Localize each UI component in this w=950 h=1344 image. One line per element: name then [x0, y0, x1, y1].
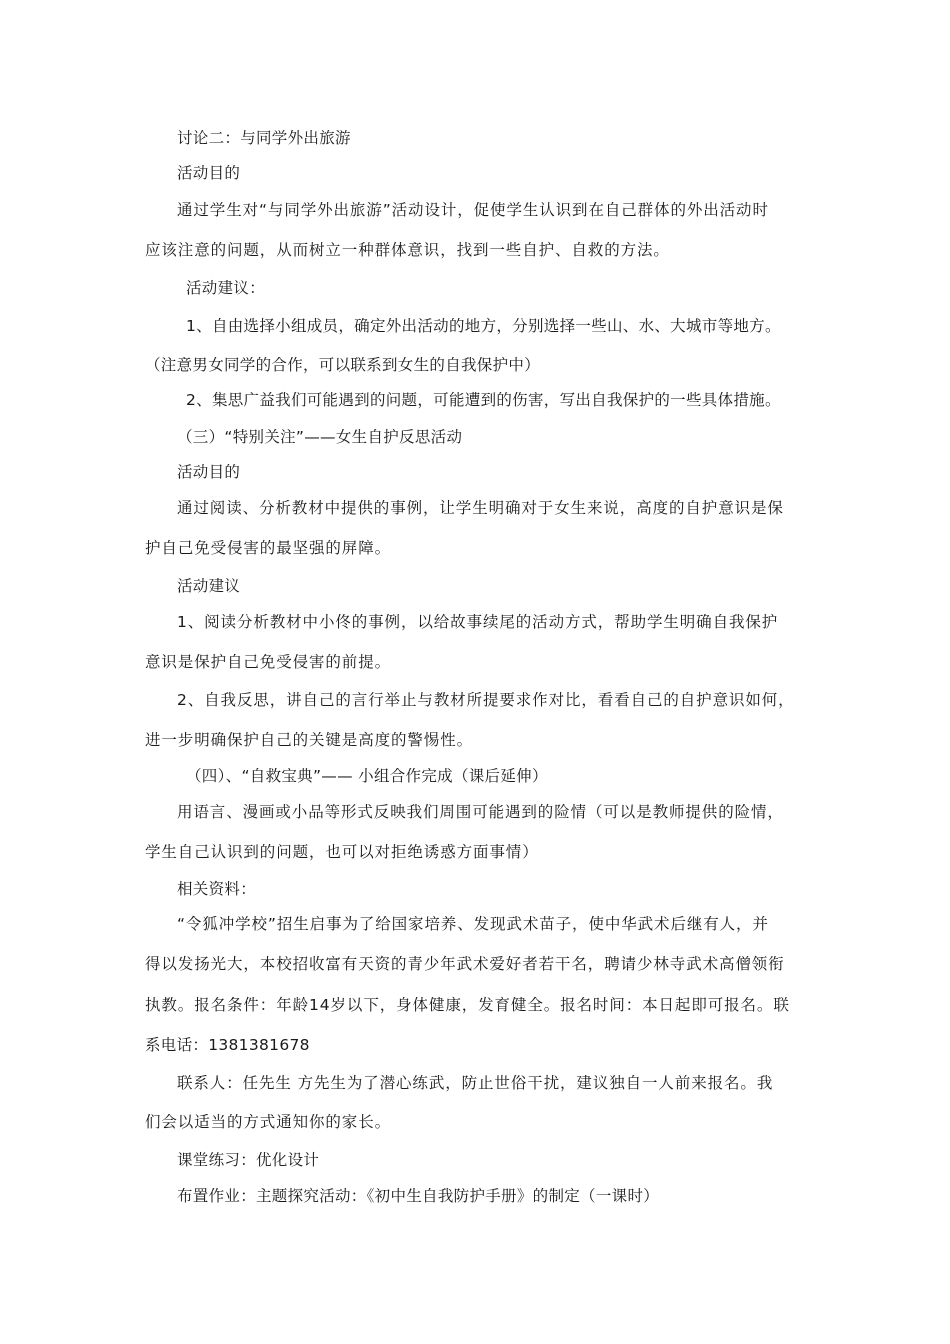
- classroom-practice-line: 课堂练习：优化设计: [177, 1151, 320, 1169]
- list-item: 2、集思广益我们可能遇到的问题，可能遭到的伤害，写出自我保护的一些具体措施。: [186, 391, 781, 409]
- paragraph-line: 联系人：任先生 方先生为了潜心练武，防止世俗干扰，建议独自一人前来报名。我: [177, 1074, 774, 1092]
- paragraph-line: 通过学生对“与同学外出旅游”活动设计，促使学生认识到在自己群体的外出活动时: [177, 201, 769, 219]
- paragraph-line: （注意男女同学的合作，可以联系到女生的自我保护中）: [145, 356, 541, 374]
- paragraph-line: 应该注意的问题，从而树立一种群体意识，找到一些自护、自救的方法。: [145, 241, 670, 259]
- paragraph-line: 执教。报名条件：年龄14岁以下，身体健康，发育健全。报名时间：本日起即可报名。联: [145, 996, 790, 1014]
- paragraph-line: 护自己免受侵害的最坚强的屏障。: [145, 539, 392, 557]
- contact-phone-line: 系电话：1381381678: [145, 1036, 310, 1054]
- list-item: 1、阅读分析教材中小佟的事例，以给故事续尾的活动方式，帮助学生明确自我保护: [177, 613, 779, 631]
- activity-suggestion-label: 活动建议：: [186, 279, 266, 297]
- section-four-heading: （四）、“自救宝典”—— 小组合作完成（课后延伸）: [186, 767, 548, 785]
- paragraph-line: 意识是保护自己免受侵害的前提。: [145, 653, 392, 671]
- list-item: 1、自由选择小组成员，确定外出活动的地方，分别选择一些山、水、大城市等地方。: [186, 317, 781, 335]
- paragraph-line: 进一步明确保护自己的关键是高度的警惕性。: [145, 731, 474, 749]
- list-item: 2、自我反思，讲自己的言行举止与教材所提要求作对比，看看自己的自护意识如何，: [177, 691, 795, 709]
- paragraph-line: 通过阅读、分析教材中提供的事例，让学生明确对于女生来说，高度的自护意识是保: [177, 499, 784, 517]
- section-three-heading: （三）“特别关注”——女生自护反思活动: [177, 428, 463, 446]
- paragraph-line: 用语言、漫画或小品等形式反映我们周围可能遇到的险情（可以是教师提供的险情，: [177, 803, 784, 821]
- paragraph-line: 学生自己认识到的问题，也可以对拒绝诱惑方面事情）: [145, 843, 539, 861]
- activity-purpose-label: 活动目的: [177, 164, 241, 182]
- paragraph-line: 们会以适当的方式通知你的家长。: [145, 1113, 392, 1131]
- related-materials-label: 相关资料：: [177, 880, 257, 898]
- paragraph-line: “令狐冲学校”招生启事为了给国家培养、发现武术苗子，使中华武术后继有人，并: [177, 915, 769, 933]
- activity-purpose-label: 活动目的: [177, 463, 241, 481]
- discussion-two-heading: 讨论二：与同学外出旅游: [177, 129, 351, 147]
- activity-suggestion-label: 活动建议: [177, 577, 241, 595]
- homework-line: 布置作业：主题探究活动：《初中生自我防护手册》的制定（一课时）: [177, 1187, 660, 1205]
- paragraph-line: 得以发扬光大，本校招收富有天资的青少年武术爱好者若干名，聘请少林寺武术高僧领衔: [145, 955, 785, 973]
